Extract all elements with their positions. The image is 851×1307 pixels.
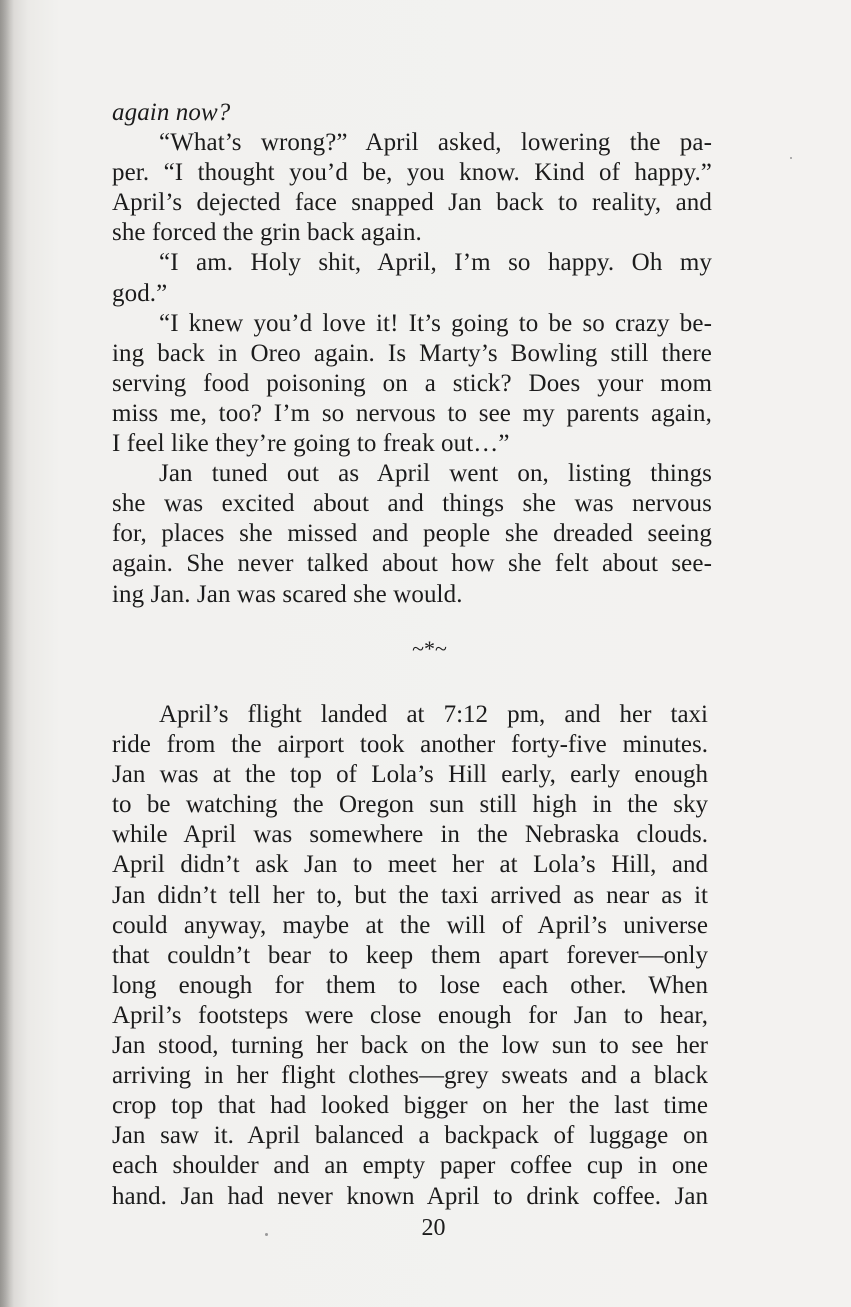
text-line: “What’s wrong?” April asked, lowering the pa- xyxy=(159,129,712,157)
text-block-top xyxy=(112,98,712,610)
text-line: April’s footsteps were close enough for Jan to hear, xyxy=(112,1001,708,1029)
text-line: that couldn’t bear to keep them apart forever—only xyxy=(112,941,708,969)
text-line: Jan stood, turning her back on the low sun to see her xyxy=(112,1032,708,1060)
text-line: god.” xyxy=(112,279,168,307)
text-line: again now? xyxy=(112,99,231,126)
text-line: arriving in her flight clothes—grey sweats and a black xyxy=(112,1062,708,1090)
text-line: serving food poisoning on a stick? Does your mom xyxy=(112,369,712,397)
text-line: “I am. Holy shit, April, I’m so happy. Oh my xyxy=(159,249,712,277)
text-line: again. She never talked about how she felt about see- xyxy=(112,550,712,578)
text-line: miss me, too? I’m so nervous to see my parents again, xyxy=(112,399,712,427)
paper-speck xyxy=(790,157,792,159)
page-number: 20 xyxy=(421,1215,446,1241)
text-line: Jan saw it. April balanced a backpack of luggage on xyxy=(112,1122,708,1150)
text-line: ride from the airport took another forty-five minutes. xyxy=(112,731,708,759)
text-line: each shoulder and an empty paper coffee cup in one xyxy=(112,1152,708,1180)
text-line: “I knew you’d love it! It’s going to be so crazy be- xyxy=(159,309,712,337)
text-line: April didn’t ask Jan to meet her at Lola’s Hill, and xyxy=(112,851,708,879)
text-line: long enough for them to lose each other. When xyxy=(112,971,708,999)
text-block-bottom xyxy=(112,700,708,1212)
text-line: Jan tuned out as April went on, listing things xyxy=(159,460,712,488)
text-line: April’s dejected face snapped Jan back to reality, and xyxy=(112,189,712,217)
text-line: per. “I thought you’d be, you know. Kind of happy.” xyxy=(112,159,712,187)
text-line: April’s flight landed at 7:12 pm, and her taxi xyxy=(159,701,708,728)
text-line: ing Jan. Jan was scared she would. xyxy=(112,580,463,608)
text-line: I feel like they’re going to freak out…” xyxy=(112,430,510,458)
text-line: for, places she missed and people she dreaded seeing xyxy=(112,520,712,548)
paper-speck xyxy=(265,1233,268,1236)
text-line: while April was somewhere in the Nebraska clouds. xyxy=(112,821,708,849)
text-line: crop top that had looked bigger on her the last time xyxy=(112,1092,708,1120)
text-line: could anyway, maybe at the will of April’s universe xyxy=(112,911,708,939)
text-line: hand. Jan had never known April to drink coffee. Jan xyxy=(112,1182,708,1210)
text-line: to be watching the Oregon sun still high in the sky xyxy=(112,791,708,819)
text-line: Jan was at the top of Lola’s Hill early, early enough xyxy=(112,761,708,789)
text-line: Jan didn’t tell her to, but the taxi arrived as near as it xyxy=(112,881,708,909)
text-line: she was excited about and things she was nervous xyxy=(112,490,712,518)
text-line: ing back in Oreo again. Is Marty’s Bowling still there xyxy=(112,339,712,367)
scene-separator: ~*~ xyxy=(412,636,447,661)
text-line: she forced the grin back again. xyxy=(112,219,422,247)
